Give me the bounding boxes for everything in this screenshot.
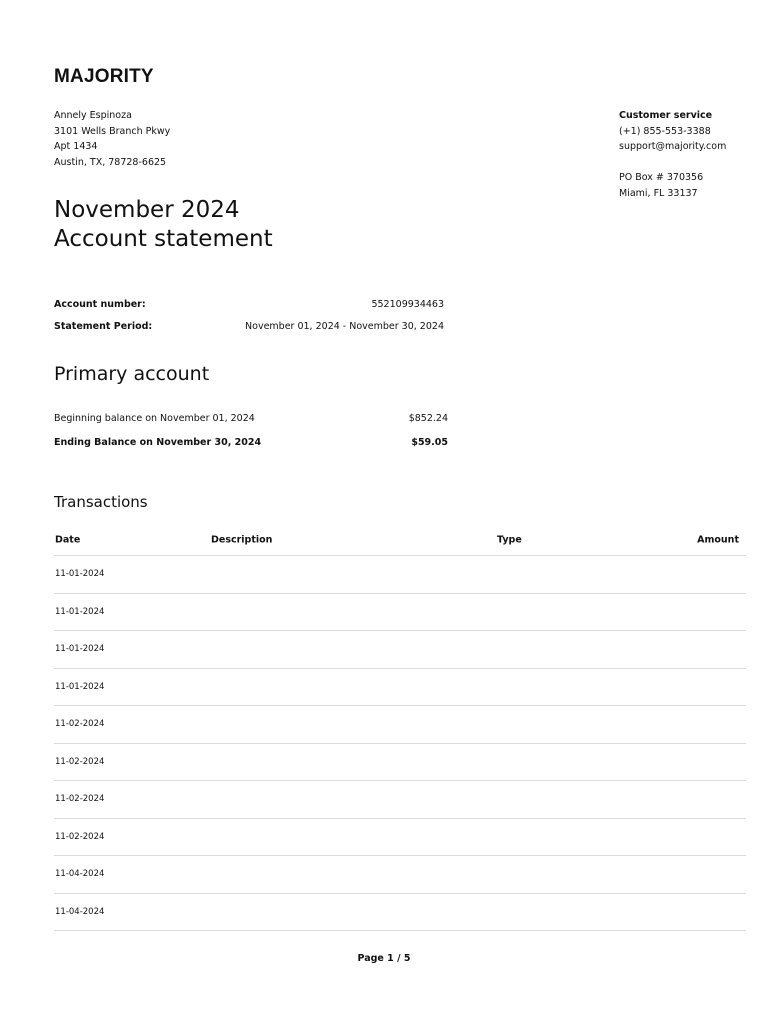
row-date: 11-01-2024: [55, 606, 105, 617]
transactions-table: [54, 524, 746, 931]
customer-service-po-box: PO Box # 370356: [619, 172, 704, 183]
header-amount: Amount: [697, 534, 739, 545]
ending-balance-label: Ending Balance on November 30, 2024: [54, 437, 262, 448]
ending-balance-value: $59.05: [411, 437, 448, 448]
statement-period-row: [54, 321, 444, 332]
customer-service-block: [619, 108, 726, 201]
statement-period-label: Statement Period:: [54, 321, 153, 332]
page-number: Page 1 / 5: [357, 953, 411, 964]
table-row: [54, 594, 746, 632]
customer-street: 3101 Wells Branch Pkwy: [54, 125, 171, 137]
customer-service-city-line: Miami, FL 33137: [619, 187, 698, 199]
table-row: [54, 744, 746, 782]
statement-month: November 2024: [54, 197, 240, 223]
row-date: 11-04-2024: [55, 906, 105, 917]
table-row: [54, 631, 746, 669]
header-type: Type: [497, 534, 522, 545]
beginning-balance-label: Beginning balance on November 01, 2024: [54, 413, 255, 424]
row-date: 11-02-2024: [55, 831, 105, 842]
header-description: Description: [211, 534, 273, 545]
customer-unit: Apt 1434: [54, 141, 98, 152]
table-row: [54, 856, 746, 894]
ending-balance-row: [54, 437, 448, 448]
row-date: 11-01-2024: [55, 644, 105, 655]
statement-title: Account statement: [54, 226, 273, 252]
beginning-balance-value: $852.24: [408, 413, 448, 424]
transactions-header-row: [54, 524, 746, 556]
page-title: [54, 196, 273, 254]
table-row: [54, 669, 746, 707]
customer-city-line: Austin, TX, 78728-6625: [54, 156, 167, 168]
row-date: 11-01-2024: [55, 681, 105, 692]
statement-period-value: November 01, 2024 - November 30, 2024: [245, 321, 444, 332]
table-row: [54, 706, 746, 744]
table-row: [54, 894, 746, 932]
customer-service-email: support@majority.com: [619, 141, 727, 152]
customer-service-title: Customer service: [619, 110, 713, 121]
row-date: 11-01-2024: [55, 569, 105, 580]
primary-account-title: Primary account: [54, 363, 210, 385]
header-date: Date: [55, 534, 81, 545]
table-row: [54, 556, 746, 594]
account-number-value: 552109934463: [371, 299, 444, 310]
row-date: 11-04-2024: [55, 869, 105, 880]
customer-address-block: [54, 108, 170, 170]
row-date: 11-02-2024: [55, 719, 105, 730]
table-row: [54, 819, 746, 857]
spacer: [619, 155, 726, 171]
account-number-row: [54, 299, 444, 310]
customer-name: Annely Espinoza: [54, 110, 132, 121]
beginning-balance-row: [54, 413, 448, 424]
account-number-label: Account number:: [54, 299, 146, 310]
customer-service-phone: (+1) 855-553-3388: [619, 125, 711, 137]
transactions-title: Transactions: [54, 493, 148, 511]
row-date: 11-02-2024: [55, 756, 105, 767]
table-row: [54, 781, 746, 819]
row-date: 11-02-2024: [55, 794, 105, 805]
majority-logo: MAJORITY: [54, 66, 154, 87]
